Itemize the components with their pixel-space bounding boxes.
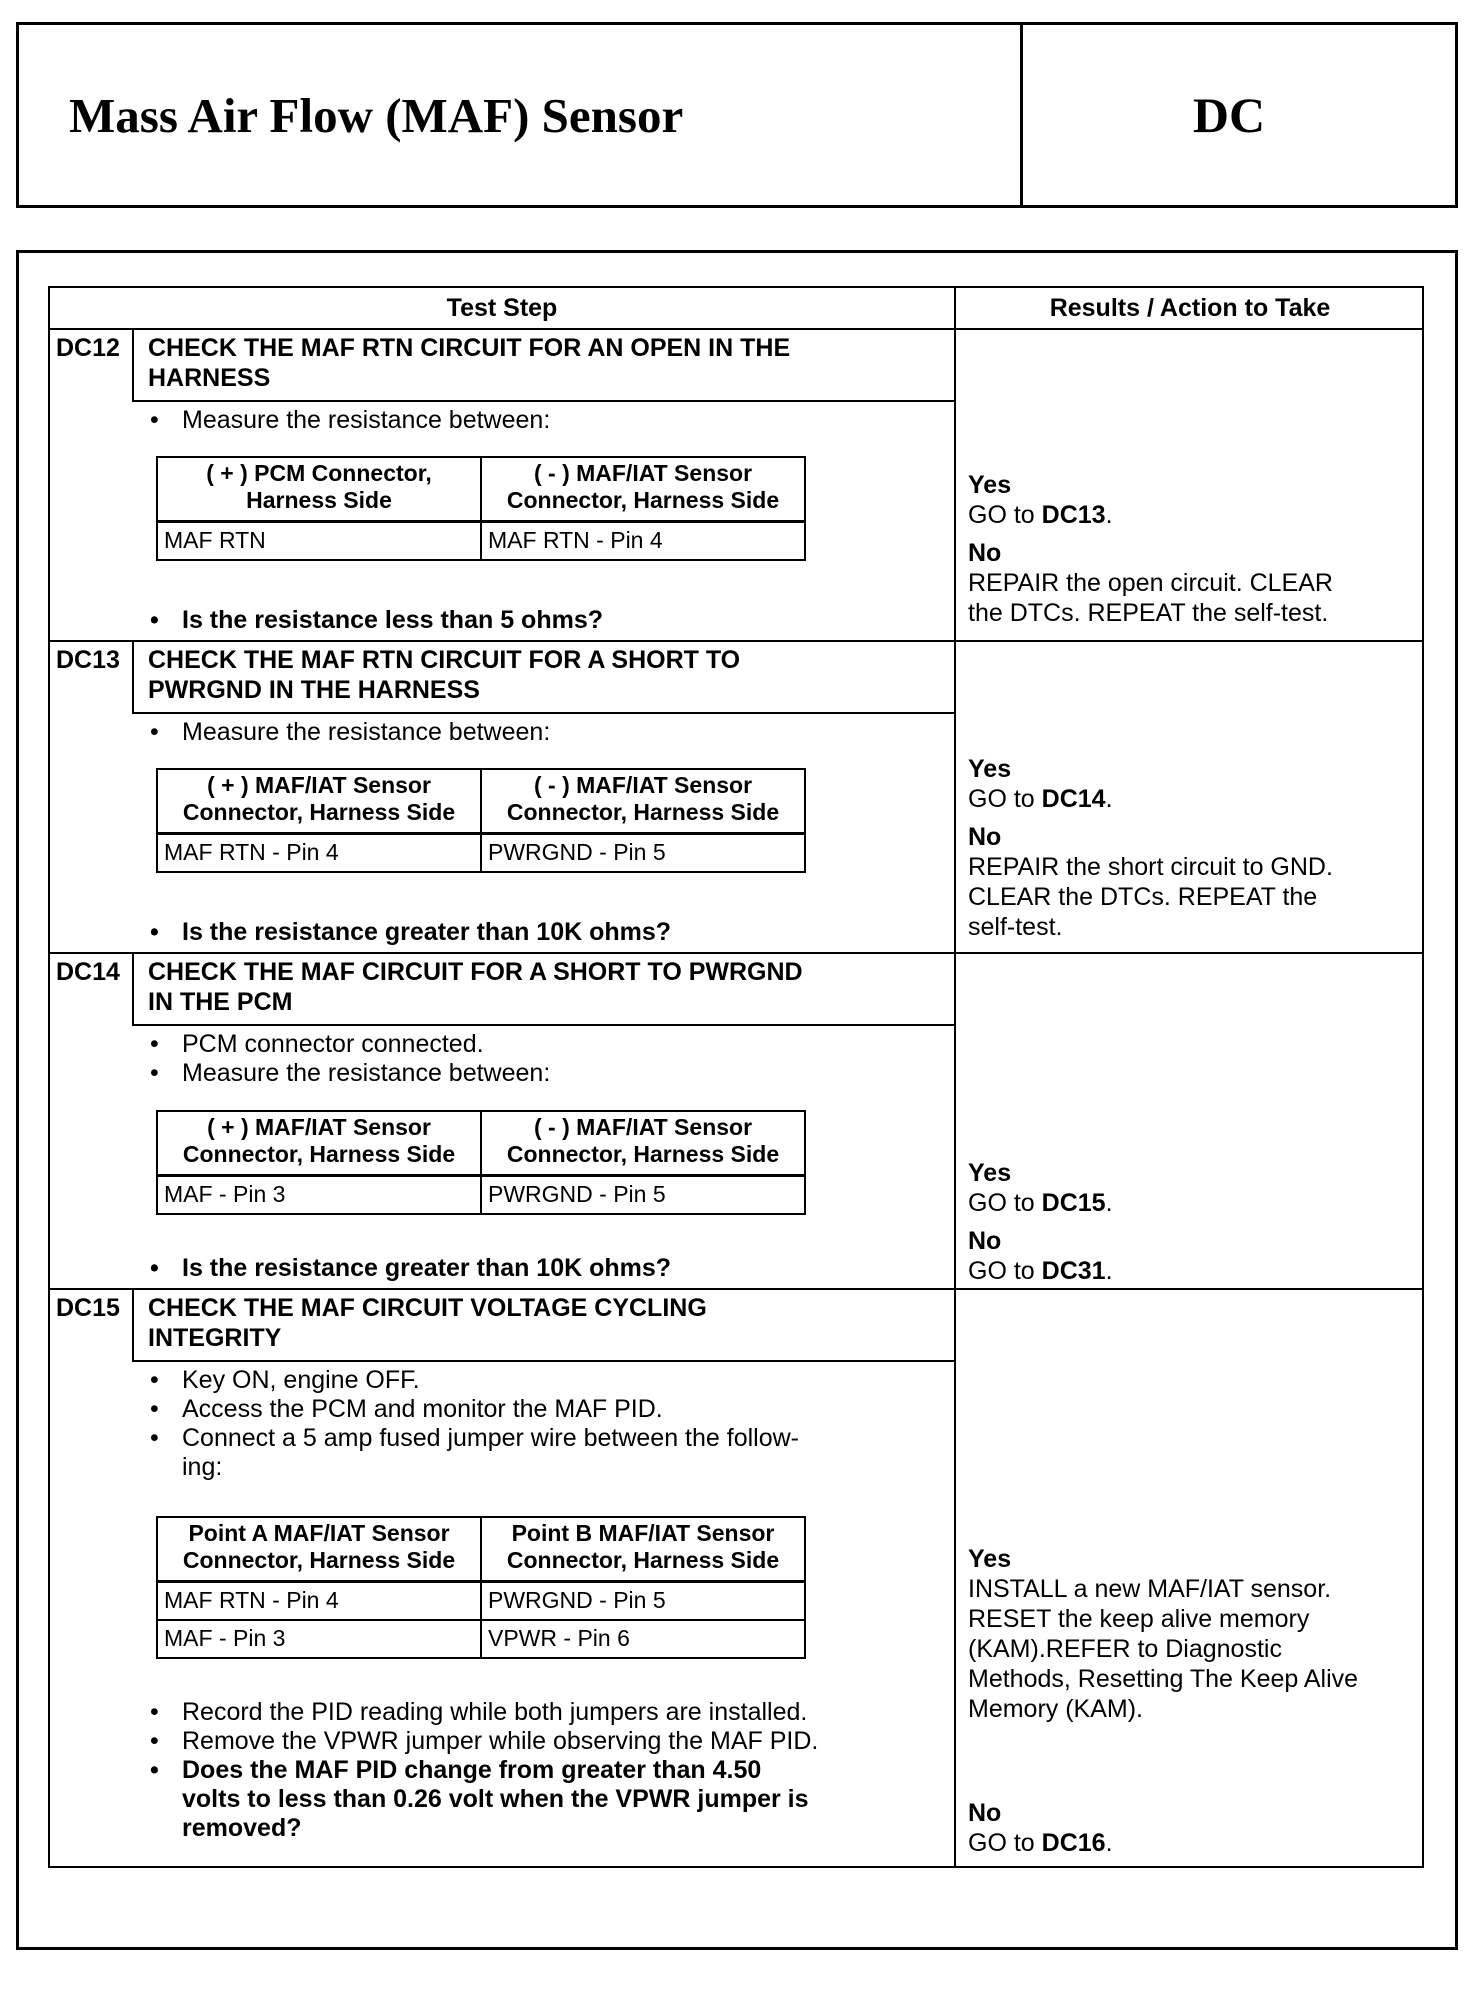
step-instructions-dc13 bbox=[140, 718, 950, 747]
result-no-label: No bbox=[968, 1227, 1002, 1255]
step-id-divider bbox=[132, 640, 134, 712]
step-id-divider bbox=[132, 1288, 134, 1360]
meas-header-positive: ( + ) PCM Connector, Harness Side bbox=[157, 457, 481, 522]
step-heading-dc12: CHECK THE MAF RTN CIRCUIT FOR AN OPEN IN THE HARNESS bbox=[148, 334, 791, 392]
meas-header-negative: ( - ) MAF/IAT Sensor Connector, Harness Side bbox=[481, 457, 805, 522]
heading-underline bbox=[132, 1360, 954, 1362]
meas-header-point-b: Point B MAF/IAT Sensor Connector, Harness Side bbox=[481, 1517, 805, 1582]
step-question-dc12 bbox=[140, 606, 950, 635]
result-no-action: REPAIR the short circuit to GND. CLEAR the DTCs. REPEAT the self-test. bbox=[968, 853, 1333, 941]
page-title: Mass Air Flow (MAF) Sensor bbox=[19, 25, 1023, 205]
list-item: • Measure the resistance between: bbox=[140, 718, 950, 747]
table-row: MAF RTN MAF RTN - Pin 4 bbox=[157, 522, 805, 560]
result-no-label: No bbox=[968, 1799, 1002, 1827]
column-divider bbox=[954, 288, 956, 1866]
measurement-table-dc15 bbox=[156, 1516, 806, 1659]
step-heading-dc15: CHECK THE MAF CIRCUIT VOLTAGE CYCLING INTEGRITY bbox=[148, 1294, 707, 1352]
row-divider bbox=[50, 328, 1422, 330]
step-instructions-dc14 bbox=[140, 1030, 950, 1088]
list-item: • Remove the VPWR jumper while observing the MAF PID. bbox=[140, 1727, 950, 1756]
result-yes-action: GO to DC14. bbox=[968, 785, 1113, 813]
row-divider bbox=[50, 640, 1422, 642]
result-yes-label: Yes bbox=[968, 471, 1012, 499]
list-item: • Measure the resistance between: bbox=[140, 406, 950, 435]
step-instructions-dc15 bbox=[140, 1366, 950, 1482]
heading-underline bbox=[132, 712, 954, 714]
table-row: MAF - Pin 3 VPWR - Pin 6 bbox=[157, 1620, 805, 1658]
list-item: • Record the PID reading while both jumpers are installed. bbox=[140, 1698, 950, 1727]
step-heading-dc13: CHECK THE MAF RTN CIRCUIT FOR A SHORT TO PWRGND IN THE HARNESS bbox=[148, 646, 741, 704]
row-divider bbox=[50, 952, 1422, 954]
meas-header-positive: ( + ) MAF/IAT Sensor Connector, Harness Side bbox=[157, 1111, 481, 1176]
heading-underline bbox=[132, 1024, 954, 1026]
list-item: • Key ON, engine OFF. bbox=[140, 1366, 950, 1395]
step-id-dc13: DC13 bbox=[56, 646, 120, 674]
meas-header-point-a: Point A MAF/IAT Sensor Connector, Harness Side bbox=[157, 1517, 481, 1582]
step-instructions-dc12 bbox=[140, 406, 950, 435]
measurement-table-dc12 bbox=[156, 456, 806, 561]
measurement-table-dc13 bbox=[156, 768, 806, 873]
result-yes-action: GO to DC13. bbox=[968, 501, 1113, 529]
result-yes-label: Yes bbox=[968, 755, 1012, 783]
list-item: • Access the PCM and monitor the MAF PID. bbox=[140, 1395, 950, 1424]
table-row: MAF - Pin 3 PWRGND - Pin 5 bbox=[157, 1176, 805, 1214]
table-row: MAF RTN - Pin 4 PWRGND - Pin 5 bbox=[157, 834, 805, 872]
procedure-table bbox=[48, 286, 1424, 1868]
page-header bbox=[16, 22, 1458, 208]
row-divider bbox=[50, 1288, 1422, 1290]
list-item: • PCM connector connected. bbox=[140, 1030, 950, 1059]
result-dc13 bbox=[968, 754, 1418, 942]
result-dc15-yes bbox=[968, 1544, 1418, 1724]
result-no-label: No bbox=[968, 823, 1002, 851]
step-id-divider bbox=[132, 952, 134, 1024]
measurement-table-dc14 bbox=[156, 1110, 806, 1215]
result-no-label: No bbox=[968, 539, 1002, 567]
result-yes-action: GO to DC15. bbox=[968, 1189, 1113, 1217]
step-heading-dc14: CHECK THE MAF CIRCUIT FOR A SHORT TO PWRGND IN THE PCM bbox=[148, 958, 803, 1016]
step-id-dc12: DC12 bbox=[56, 334, 120, 362]
list-item: • Is the resistance greater than 10K ohms? bbox=[140, 1254, 950, 1283]
section-code: DC bbox=[1192, 87, 1266, 143]
result-no-action: GO to DC16. bbox=[968, 1829, 1113, 1857]
step-followup-dc15 bbox=[140, 1698, 950, 1843]
step-id-dc14: DC14 bbox=[56, 958, 120, 986]
list-item: • Connect a 5 amp fused jumper wire between the follow- ing: bbox=[140, 1424, 950, 1482]
step-question-dc13 bbox=[140, 918, 950, 947]
column-header-results: Results / Action to Take bbox=[1049, 293, 1331, 322]
table-row: MAF RTN - Pin 4 PWRGND - Pin 5 bbox=[157, 1582, 805, 1620]
result-dc15-no bbox=[968, 1798, 1418, 1858]
step-id-dc15: DC15 bbox=[56, 1294, 120, 1322]
list-item: • Is the resistance less than 5 ohms? bbox=[140, 606, 950, 635]
result-dc14 bbox=[968, 1158, 1418, 1286]
meas-header-negative: ( - ) MAF/IAT Sensor Connector, Harness Side bbox=[481, 1111, 805, 1176]
result-yes-action: INSTALL a new MAF/IAT sensor. RESET the keep alive memory (KAM).REFER to Diagnostic Methods, Resetting The Keep Alive Memory (KAM). bbox=[968, 1575, 1359, 1723]
result-no-action: REPAIR the open circuit. CLEAR the DTCs. REPEAT the self-test. bbox=[968, 569, 1333, 627]
column-header-test-step: Test Step bbox=[446, 293, 558, 322]
step-question-dc14 bbox=[140, 1254, 950, 1283]
meas-header-negative: ( - ) MAF/IAT Sensor Connector, Harness Side bbox=[481, 769, 805, 834]
meas-header-positive: ( + ) MAF/IAT Sensor Connector, Harness Side bbox=[157, 769, 481, 834]
result-dc12 bbox=[968, 470, 1418, 628]
result-no-action: GO to DC31. bbox=[968, 1257, 1113, 1285]
list-item: • Does the MAF PID change from greater than 4.50 volts to less than 0.26 volt when the VPWR jumper is removed? bbox=[140, 1756, 950, 1843]
list-item: • Measure the resistance between: bbox=[140, 1059, 950, 1088]
result-yes-label: Yes bbox=[968, 1545, 1012, 1573]
list-item: • Is the resistance greater than 10K ohms? bbox=[140, 918, 950, 947]
step-id-divider bbox=[132, 328, 134, 400]
result-yes-label: Yes bbox=[968, 1159, 1012, 1187]
heading-underline bbox=[132, 400, 954, 402]
